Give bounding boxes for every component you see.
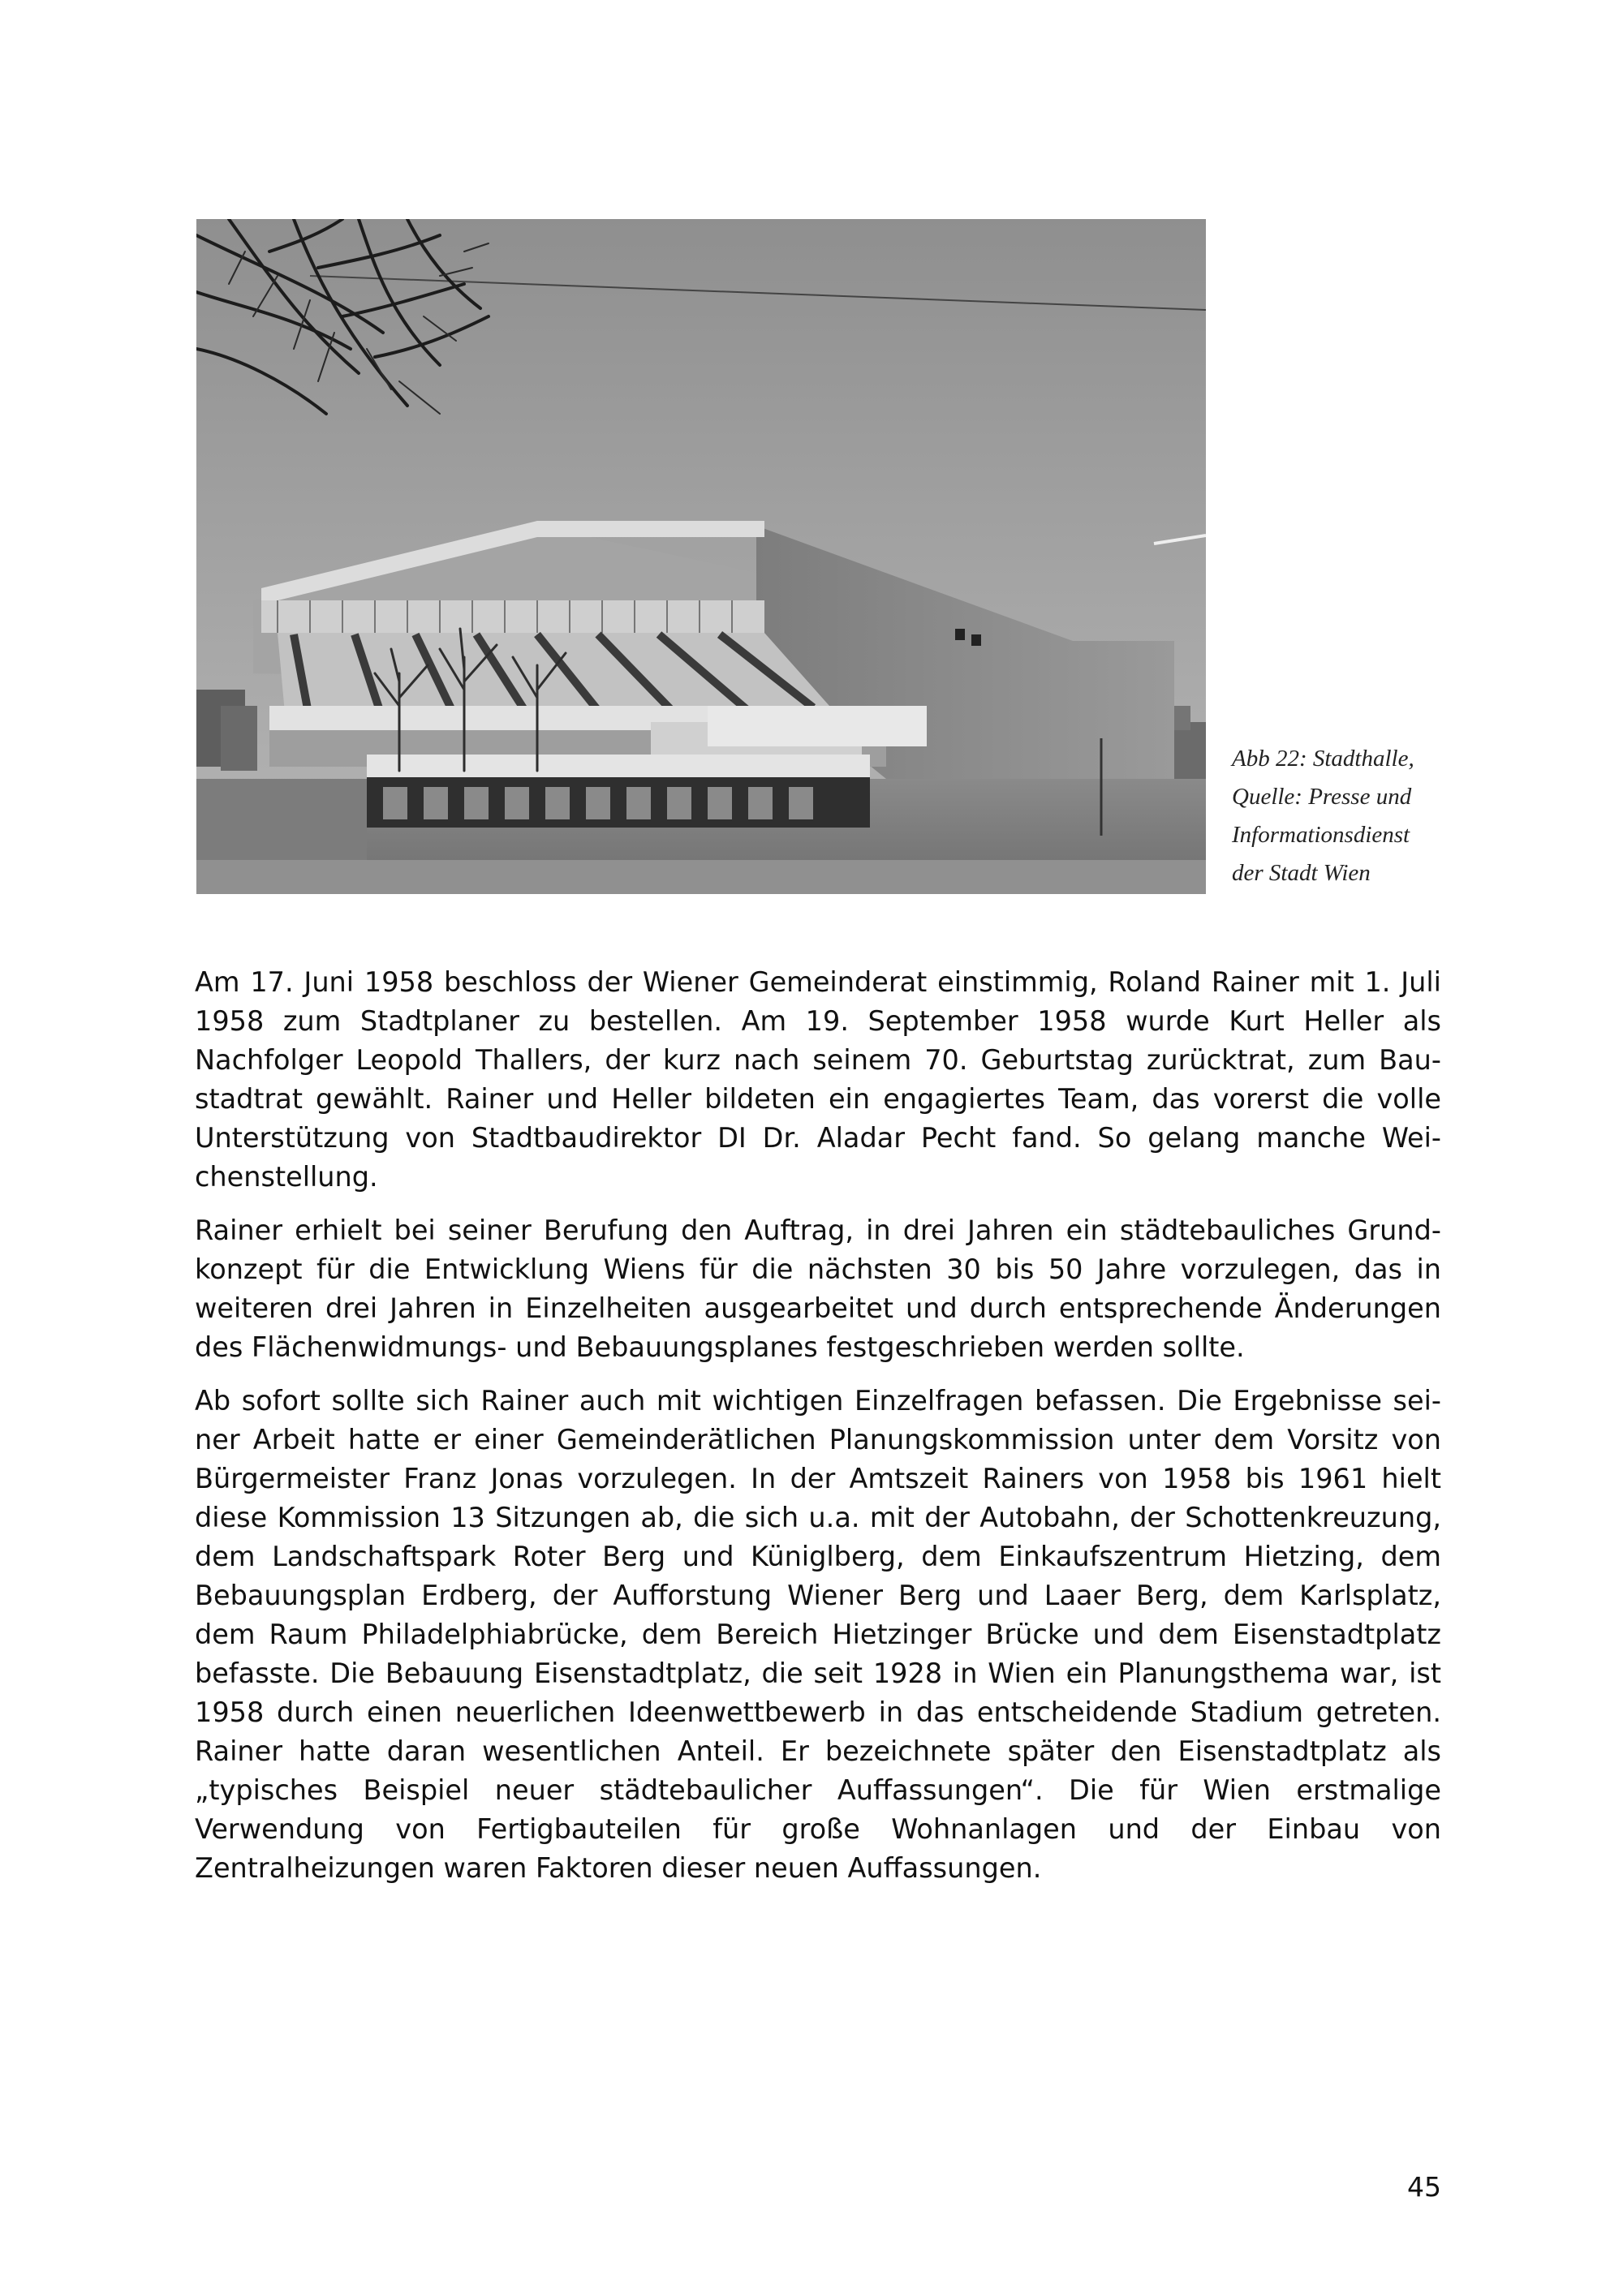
page-number: 45 xyxy=(1407,2171,1441,2203)
caption-line-2: Quelle: Presse und xyxy=(1232,784,1412,810)
paragraph-2: Rainer erhielt bei seiner Berufung den Auftrag, in drei Jahren ein städtebauliches Grundkonzept für die Entwicklung Wiens für die nächsten 30 bis 50 Jahre vorzulegen, das in weiteren drei Jahren in Einzelheiten ausgearbeitet und durch entsprechende Änderungen des Flächenwidmungs- und Bebauungsplanes festgeschrieben werden sollte. xyxy=(195,1215,1441,1363)
stadthalle-photo-drawing xyxy=(196,219,1206,894)
paragraph-3: Ab sofort sollte sich Rainer auch mit wichtigen Einzelfragen befassen. Die Ergebnisse seiner Arbeit hatte er einer Gemeinderätlichen Planungskommission unter dem Vorsitz von Bürgermeister Franz Jonas vorzulegen. In der Amtszeit Rainers von 1958 bis 1961 hielt diese Kommission 13 Sitzungen ab, die sich u.a. mit der Autobahn, der Schottenkreuzung, dem Landschaftspark Roter Berg und Küniglberg, dem Einkaufszentrum Hietzing, dem Bebauungsplan Erdberg, der Aufforstung Wiener Berg und Laaer Berg, dem Karlsplatz, dem Raum Philadelphiabrücke, dem Bereich Hietzinger Brücke und dem Eisenstadtplatz befasste. Die Bebauung Eisenstadtplatz, die seit 1928 in Wien ein Planungsthema war, ist 1958 durch einen neuerlichen Ideenwettbewerb in das entscheidende Stadium getreten. Rainer hatte daran wesentlichen Anteil. Er bezeichnete später den Eisenstadtplatz als „typisches Beispiel neuer städtebaulicher Auffassungen“. Die für Wien erstmalige Verwendung von Fertigbauteilen für große Wohnanlagen und der Einbau von Zentralheizungen waren Faktoren dieser neuen Auffassungen. xyxy=(195,1385,1441,1884)
body-text xyxy=(195,963,1441,1903)
stadthalle-photo xyxy=(196,219,1206,894)
caption-line-3: Informationsdienst xyxy=(1232,822,1410,848)
figure-caption xyxy=(1232,740,1475,892)
paragraph-1: Am 17. Juni 1958 beschloss der Wiener Gemeinderat einstimmig, Roland Rainer mit 1. Juli 1958 zum Stadtplaner zu bestellen. Am 19. September 1958 wurde Kurt Heller als Nachfolger Leopold Thallers, der kurz nach seinem 70. Geburtstag zurücktrat, zum Baustadtrat gewählt. Rainer und Heller bildeten ein engagiertes Team, das vorerst die volle Unterstützung von Stadtbaudirektor DI Dr. Aladar Pecht fand. So gelang manche Weichenstellung. xyxy=(195,966,1441,1193)
caption-line-4: der Stadt Wien xyxy=(1232,860,1371,886)
caption-line-1: Abb 22: Stadthalle, xyxy=(1232,746,1414,772)
